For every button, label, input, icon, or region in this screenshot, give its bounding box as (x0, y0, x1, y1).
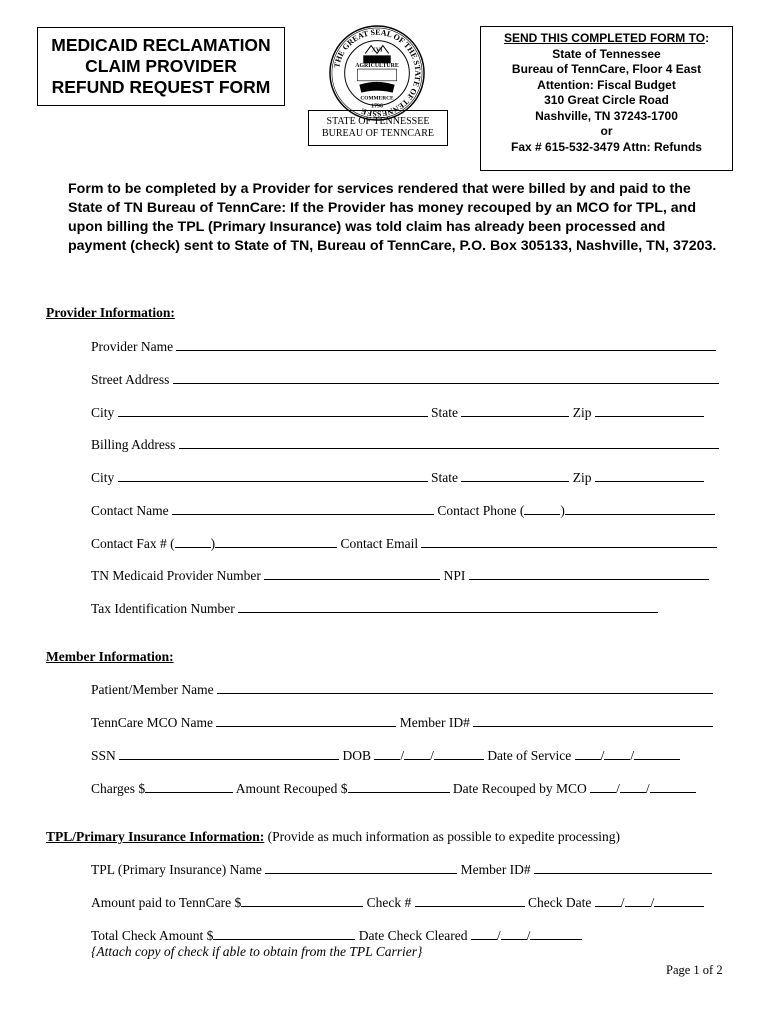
contact-row (91, 502, 715, 520)
tpl-name-label: TPL (Primary Insurance) Name (91, 862, 262, 877)
contact-fax-field[interactable] (215, 535, 337, 548)
npi-field[interactable] (469, 567, 709, 580)
amount-paid-row (91, 894, 704, 912)
tpl-name-row (91, 861, 712, 879)
provider-name-row (91, 338, 716, 356)
tpl-name-field[interactable] (265, 861, 457, 874)
date-cleared-label: Date Check Cleared (358, 928, 468, 943)
date-slash: / (600, 748, 605, 763)
city-field[interactable] (118, 404, 428, 417)
zip-label: Zip (572, 405, 592, 420)
medicaid-number-label: TN Medicaid Provider Number (91, 568, 261, 583)
send-to-line: State of Tennessee (552, 46, 661, 61)
billing-state-field[interactable] (461, 469, 569, 482)
tpl-member-id-label: Member ID# (460, 862, 531, 877)
tax-id-label: Tax Identification Number (91, 601, 235, 616)
member-id-label: Member ID# (399, 715, 470, 730)
date-slash: / (620, 895, 625, 910)
recouped-day-field[interactable] (620, 780, 646, 793)
send-to-colon: : (705, 31, 710, 45)
contact-email-label: Contact Email (340, 536, 419, 551)
member-section-heading: Member Information: (46, 649, 174, 664)
send-to-line: or (600, 124, 613, 138)
dos-day-field[interactable] (604, 747, 630, 760)
ssn-field[interactable] (119, 747, 339, 760)
dob-year-field[interactable] (434, 747, 484, 760)
charges-label: Charges $ (91, 781, 146, 796)
state-label: State (431, 405, 459, 420)
check-day-field[interactable] (625, 894, 651, 907)
date-slash: / (400, 748, 405, 763)
seal-center-bottom: COMMERCE (360, 95, 394, 102)
contact-email-field[interactable] (421, 535, 717, 548)
patient-name-field[interactable] (217, 681, 713, 694)
tax-id-row (91, 600, 658, 618)
contact-phone-field[interactable] (565, 502, 715, 515)
dob-label: DOB (342, 748, 372, 763)
form-title-line-3: REFUND REQUEST FORM (51, 77, 271, 97)
cleared-day-field[interactable] (501, 927, 527, 940)
attach-check-note: {Attach copy of check if able to obtain from the TPL Carrier} (91, 944, 423, 959)
charges-row (91, 780, 696, 798)
tpl-member-id-field[interactable] (534, 861, 712, 874)
send-to-line: Bureau of TennCare, Floor 4 East (511, 62, 702, 76)
total-check-field[interactable] (213, 927, 355, 940)
zip-field[interactable] (595, 404, 704, 417)
mco-name-field[interactable] (216, 714, 396, 727)
amount-recouped-label: Amount Recouped $ (235, 781, 348, 796)
contact-fax-area-field[interactable] (175, 535, 211, 548)
send-to-line: Fax # 615-532-3479 Attn: Refunds (511, 139, 702, 154)
amount-paid-field[interactable] (241, 894, 363, 907)
dos-year-field[interactable] (634, 747, 680, 760)
tpl-section-subheading: (Provide as much information as possible to expedite processing) (264, 829, 621, 844)
amount-paid-label: Amount paid to TennCare $ (91, 895, 242, 910)
date-slash: / (616, 781, 620, 796)
mco-name-label: TennCare MCO Name (91, 715, 214, 730)
fax-email-row (91, 535, 717, 553)
seal-center-top: AGRICULTURE (355, 63, 399, 70)
total-check-row (91, 927, 582, 945)
city-state-zip-row (91, 404, 704, 422)
ssn-dob-row (91, 747, 680, 765)
seal-caption-line-2: BUREAU OF TENNCARE (321, 128, 435, 139)
send-to-header: SEND THIS COMPLETED FORM TO (503, 31, 706, 45)
seal-caption-line-1: STATE OF TENNESSEE (326, 116, 430, 127)
seal-year: 1796 (371, 103, 383, 110)
medicaid-number-field[interactable] (264, 567, 440, 580)
tennessee-seal-icon (328, 24, 426, 122)
state-field[interactable] (461, 404, 569, 417)
street-address-field[interactable] (173, 371, 719, 384)
contact-name-field[interactable] (172, 502, 434, 515)
dob-day-field[interactable] (404, 747, 430, 760)
provider-name-label: Provider Name (91, 339, 174, 354)
billing-city-state-zip-row (91, 469, 704, 487)
send-to-line: 310 Great Circle Road (544, 93, 669, 107)
seal-ring-text: THE GREAT SEAL OF THE STATE OF TENNESSEE (332, 27, 423, 119)
date-slash: / (645, 781, 650, 796)
tpl-section-heading: TPL/Primary Insurance Information: (46, 829, 265, 844)
street-address-label: Street Address (91, 372, 170, 387)
tax-id-field[interactable] (238, 600, 658, 613)
form-title-line-1: MEDICAID RECLAMATION (51, 35, 271, 55)
billing-city-label: City (91, 470, 115, 485)
check-month-field[interactable] (595, 894, 621, 907)
provider-section-heading: Provider Information: (46, 305, 175, 320)
billing-zip-label: Zip (572, 470, 592, 485)
date-recouped-label: Date Recouped by MCO (452, 781, 587, 796)
check-date-label: Check Date (528, 895, 592, 910)
total-check-label: Total Check Amount $ (91, 928, 214, 943)
contact-phone-area-field[interactable] (524, 502, 560, 515)
check-number-field[interactable] (415, 894, 525, 907)
recouped-year-field[interactable] (650, 780, 696, 793)
seal-numeral: XVI (371, 47, 383, 54)
date-slash: / (630, 748, 635, 763)
date-slash: / (526, 928, 531, 943)
city-label: City (91, 405, 115, 420)
cleared-year-field[interactable] (530, 927, 582, 940)
date-of-service-label: Date of Service (487, 748, 572, 763)
contact-name-label: Contact Name (91, 503, 169, 518)
billing-city-field[interactable] (118, 469, 428, 482)
billing-address-field[interactable] (179, 436, 719, 449)
contact-fax-label: Contact Fax # ( (91, 536, 175, 551)
send-to-line: Nashville, TN 37243-1700 (535, 108, 678, 123)
member-id-field[interactable] (473, 714, 713, 727)
provider-name-field[interactable] (176, 338, 716, 351)
form-title (37, 27, 285, 106)
amount-recouped-field[interactable] (348, 780, 450, 793)
form-title-line-2: CLAIM PROVIDER (85, 56, 237, 76)
billing-address-row (91, 436, 719, 454)
tpl-section-heading-row (46, 828, 620, 846)
billing-state-label: State (431, 470, 459, 485)
page-number: Page 1 of 2 (666, 963, 723, 977)
cleared-month-field[interactable] (471, 927, 497, 940)
medicaid-npi-row (91, 567, 709, 585)
check-number-label: Check # (366, 895, 412, 910)
paren-close: ) (210, 536, 216, 551)
seal-caption (308, 110, 448, 146)
send-to-line: Attention: Fiscal Budget (537, 77, 676, 92)
send-to-address (480, 26, 733, 171)
ssn-label: SSN (91, 748, 116, 763)
mco-member-row (91, 714, 713, 732)
date-slash: / (430, 748, 434, 763)
npi-label: NPI (443, 568, 466, 583)
check-year-field[interactable] (654, 894, 704, 907)
paren-close: ) (560, 503, 565, 518)
billing-address-label: Billing Address (91, 437, 176, 452)
date-slash: / (650, 895, 655, 910)
date-slash: / (496, 928, 501, 943)
patient-name-label: Patient/Member Name (91, 682, 214, 697)
dos-month-field[interactable] (575, 747, 601, 760)
patient-name-row (91, 681, 713, 699)
dob-month-field[interactable] (374, 747, 400, 760)
charges-field[interactable] (145, 780, 233, 793)
intro-paragraph: Form to be completed by a Provider for services rendered that were billed by and paid to the State of TN Bureau of TennCare: If the Provider has money recouped by an MCO for TPL, and upon billing the TPL (Primary Insurance) was told claim has already been processed and payment (check) sent to State of TN, Bureau of TennCare, P.O. Box 305133, Nashville, TN, 37203. (68, 181, 717, 254)
contact-phone-label: Contact Phone ( (437, 503, 525, 518)
billing-zip-field[interactable] (595, 469, 704, 482)
street-address-row (91, 371, 719, 389)
recouped-month-field[interactable] (590, 780, 616, 793)
